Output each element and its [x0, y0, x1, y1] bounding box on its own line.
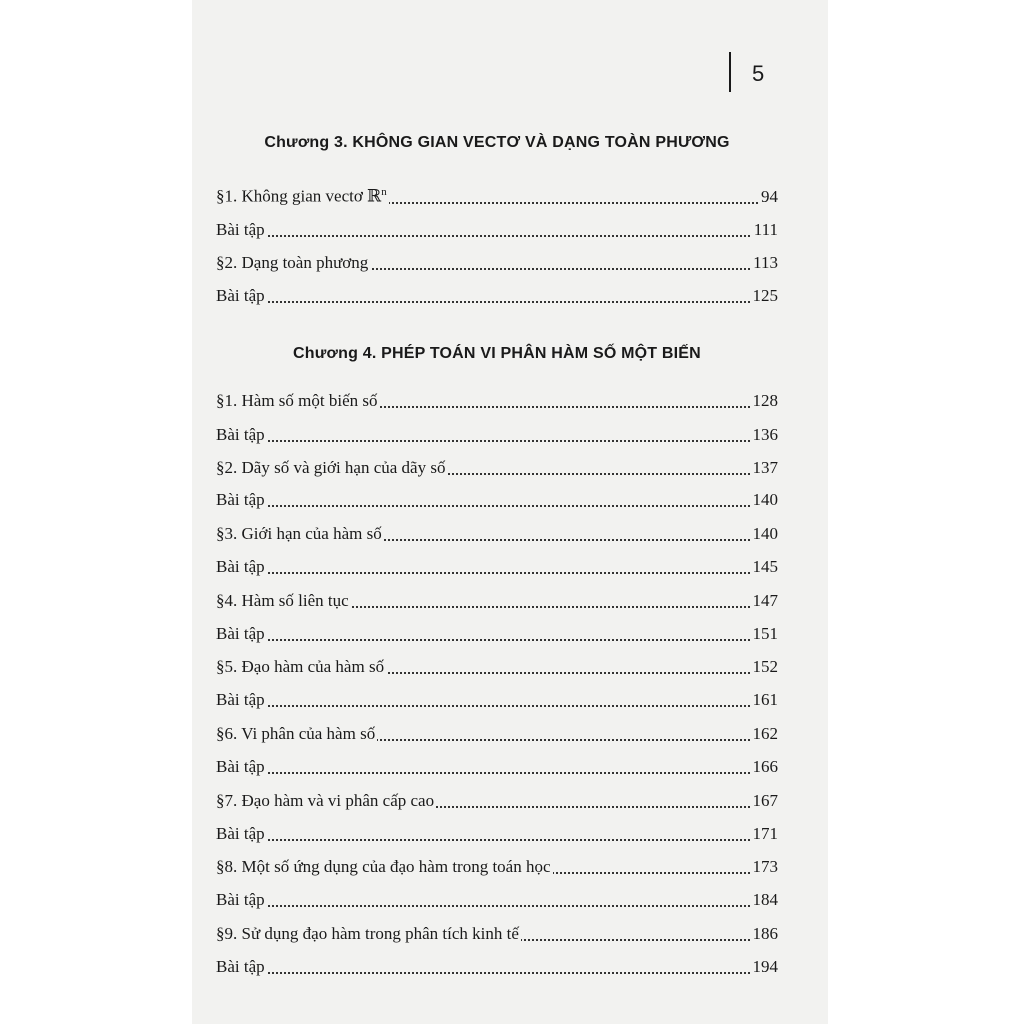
toc-entry-page: 111	[752, 218, 778, 242]
toc-entry-page: 128	[751, 389, 779, 413]
toc-entry[interactable]	[216, 589, 778, 613]
dot-leader	[216, 440, 778, 442]
page-number-divider	[729, 52, 731, 92]
toc-entry[interactable]	[216, 822, 778, 846]
toc-entry-page: 173	[751, 855, 779, 879]
toc-entry[interactable]	[216, 251, 778, 275]
toc-entry-page: 194	[751, 955, 779, 979]
toc-entry-label: Bài tập	[216, 688, 267, 712]
toc-entry-label: §6. Vi phân của hàm số	[216, 722, 377, 746]
toc-entry-label: §5. Đạo hàm của hàm số	[216, 655, 386, 679]
toc-entry[interactable]	[216, 218, 778, 242]
toc-entry-page: 137	[751, 456, 779, 480]
toc-entry-page: 184	[751, 888, 779, 912]
dot-leader	[216, 235, 778, 237]
toc-entry-label: §4. Hàm số liên tục	[216, 589, 351, 613]
dot-leader	[216, 839, 778, 841]
toc-entry-label: §7. Đạo hàm và vi phân cấp cao	[216, 789, 436, 813]
toc-entry-page: 136	[751, 423, 779, 447]
chapter-4-title: Chương 4. PHÉP TOÁN VI PHÂN HÀM SỐ MỘT BIẾN	[293, 345, 701, 362]
toc-entry[interactable]	[216, 185, 778, 209]
toc-entry-page: 186	[751, 922, 779, 946]
page-number: 5	[752, 61, 765, 86]
dot-leader	[216, 905, 778, 907]
toc-entry-page: 140	[751, 488, 779, 512]
toc-entry-label: §2. Dãy số và giới hạn của dãy số	[216, 456, 447, 480]
dot-leader	[216, 639, 778, 641]
toc-entry-page: 162	[751, 722, 779, 746]
toc-entry[interactable]	[216, 789, 778, 813]
toc-entry[interactable]	[216, 389, 778, 413]
toc-entry[interactable]	[216, 456, 778, 480]
toc-entry[interactable]	[216, 522, 778, 546]
toc-entry-page: 140	[751, 522, 779, 546]
toc-entry-page: 147	[751, 589, 779, 613]
toc-entry-label: Bài tập	[216, 622, 267, 646]
superscript: n	[381, 186, 387, 199]
dot-leader	[216, 972, 778, 974]
dot-leader	[216, 505, 778, 507]
toc-entry-label: Bài tập	[216, 555, 267, 579]
toc-entry-page: 167	[751, 789, 779, 813]
toc-entry-label: Bài tập	[216, 218, 267, 242]
toc-entry-page: 125	[751, 284, 779, 308]
toc-entry-label: Bài tập	[216, 488, 267, 512]
toc-entry-label: §3. Giới hạn của hàm số	[216, 522, 384, 546]
toc-entry-label: §1. Hàm số một biến số	[216, 389, 380, 413]
toc-entry[interactable]	[216, 423, 778, 447]
toc-entry-page: 151	[751, 622, 779, 646]
toc-entry-label: §1. Không gian vectơ ℝ$^n$	[216, 180, 389, 209]
dot-leader	[216, 705, 778, 707]
toc-entry[interactable]	[216, 488, 778, 512]
toc-entry[interactable]	[216, 722, 778, 746]
toc-entry-page: 94	[759, 185, 778, 209]
toc-entry[interactable]	[216, 955, 778, 979]
toc-entry-page: 152	[751, 655, 779, 679]
toc-entry-label: Bài tập	[216, 284, 267, 308]
toc-entry-page: 145	[751, 555, 779, 579]
toc-entry[interactable]	[216, 555, 778, 579]
toc-entry[interactable]	[216, 755, 778, 779]
dot-leader	[216, 301, 778, 303]
toc-entry-label: §2. Dạng toàn phương	[216, 251, 370, 275]
toc-entry[interactable]	[216, 655, 778, 679]
toc-entry[interactable]	[216, 284, 778, 308]
dot-leader	[216, 772, 778, 774]
toc-entry-label: Bài tập	[216, 955, 267, 979]
dot-leader	[216, 572, 778, 574]
toc-entry-label: Bài tập	[216, 822, 267, 846]
toc-entry-page: 113	[751, 251, 778, 275]
toc-entry-page: 166	[751, 755, 779, 779]
toc-entry-label: Bài tập	[216, 423, 267, 447]
toc-entry-page: 171	[751, 822, 779, 846]
toc-entry-label: Bài tập	[216, 755, 267, 779]
toc-entry-label: §9. Sử dụng đạo hàm trong phân tích kinh tế	[216, 922, 521, 946]
toc-entry-label: Bài tập	[216, 888, 267, 912]
toc-entry[interactable]	[216, 922, 778, 946]
toc-entry[interactable]	[216, 622, 778, 646]
toc-entry[interactable]	[216, 688, 778, 712]
toc-entry-page: 161	[751, 688, 779, 712]
toc-entry-label: §8. Một số ứng dụng của đạo hàm trong toán học	[216, 855, 553, 879]
toc-entry[interactable]	[216, 855, 778, 879]
chapter-3-title: Chương 3. KHÔNG GIAN VECTƠ VÀ DẠNG TOÀN PHƯƠNG	[264, 134, 730, 151]
toc-entry[interactable]	[216, 888, 778, 912]
